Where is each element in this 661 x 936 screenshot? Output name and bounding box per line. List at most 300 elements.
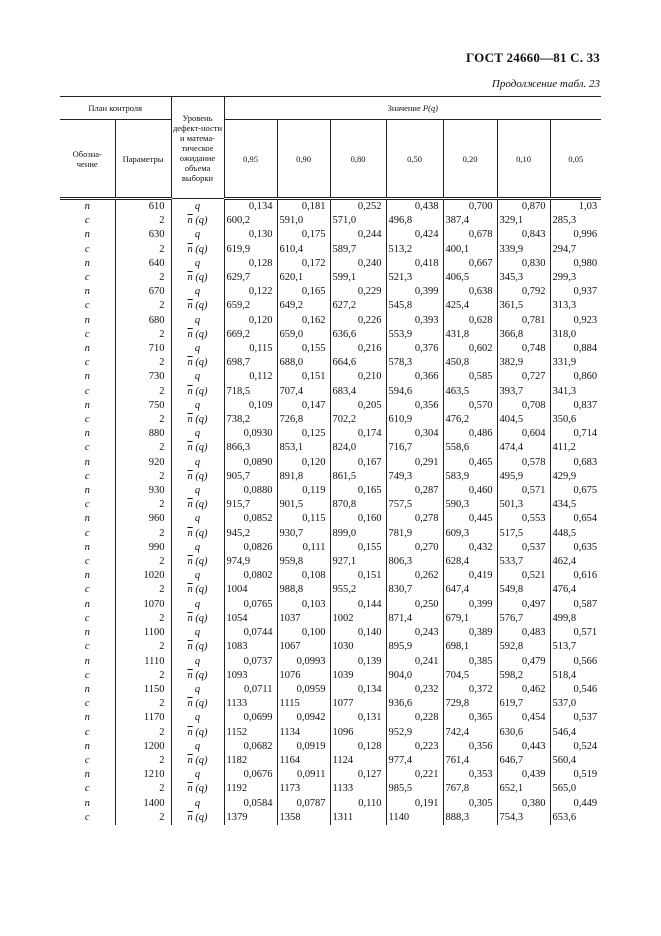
row-value-0: 0,0880 <box>224 484 277 498</box>
row-level: q <box>171 342 224 356</box>
row-designation: c <box>84 414 90 426</box>
table-row <box>60 683 601 697</box>
row-value-3: 977,4 <box>386 754 443 768</box>
row-value-2: 571,0 <box>330 214 386 228</box>
row-value-1: 0,120 <box>277 456 330 470</box>
row-parameter: 1150 <box>115 683 171 697</box>
row-designation: n <box>84 570 90 582</box>
table-row <box>60 612 601 626</box>
row-value-5: 646,7 <box>497 754 550 768</box>
row-value-5: 0,439 <box>497 768 550 782</box>
row-value-6: 546,4 <box>550 726 601 740</box>
row-designation: n <box>84 456 90 468</box>
row-level: q <box>171 427 224 441</box>
row-value-3: 936,6 <box>386 697 443 711</box>
header-pq-2: 0,80 <box>330 120 386 199</box>
row-value-5: 495,9 <box>497 470 550 484</box>
row-value-2: 0,167 <box>330 456 386 470</box>
row-parameter: 1200 <box>115 740 171 754</box>
row-value-3: 0,228 <box>386 711 443 725</box>
row-value-1: 0,151 <box>277 370 330 384</box>
row-value-2: 0,128 <box>330 740 386 754</box>
row-value-2: 0,229 <box>330 285 386 299</box>
row-level: q <box>171 314 224 328</box>
row-value-1: 0,162 <box>277 314 330 328</box>
row-value-0: 738,2 <box>224 413 277 427</box>
table-row <box>60 512 601 526</box>
table-row <box>60 655 601 669</box>
row-value-4: 0,385 <box>443 655 497 669</box>
table-row <box>60 726 601 740</box>
row-value-6: 0,714 <box>550 427 601 441</box>
row-value-2: 1039 <box>330 669 386 683</box>
row-value-1: 0,181 <box>277 199 330 215</box>
row-value-5: 393,7 <box>497 385 550 399</box>
row-parameter: 610 <box>115 199 171 215</box>
row-value-4: 0,365 <box>443 711 497 725</box>
row-value-0: 0,0676 <box>224 768 277 782</box>
row-designation: n <box>84 428 90 440</box>
row-value-1: 0,115 <box>277 512 330 526</box>
row-parameter: 2 <box>115 243 171 257</box>
row-value-5: 404,5 <box>497 413 550 427</box>
row-value-4: 0,700 <box>443 199 497 215</box>
row-value-1: 0,125 <box>277 427 330 441</box>
row-parameter: 2 <box>115 640 171 654</box>
row-value-1: 1115 <box>277 697 330 711</box>
row-value-4: 0,486 <box>443 427 497 441</box>
row-value-3: 0,221 <box>386 768 443 782</box>
row-value-6: 0,635 <box>550 541 601 555</box>
table-row <box>60 527 601 541</box>
row-value-4: 463,5 <box>443 385 497 399</box>
header-pq-1: 0,90 <box>277 120 330 199</box>
row-value-3: 0,287 <box>386 484 443 498</box>
row-value-4: 0,638 <box>443 285 497 299</box>
row-value-1: 649,2 <box>277 299 330 313</box>
row-value-3: 1140 <box>386 811 443 825</box>
row-level: q <box>171 740 224 754</box>
row-value-3: 985,5 <box>386 782 443 796</box>
row-value-5: 754,3 <box>497 811 550 825</box>
row-value-3: 513,2 <box>386 243 443 257</box>
row-value-4: 679,1 <box>443 612 497 626</box>
row-value-3: 757,5 <box>386 498 443 512</box>
row-value-6: 0,616 <box>550 569 601 583</box>
row-value-3: 578,3 <box>386 356 443 370</box>
row-value-2: 664,6 <box>330 356 386 370</box>
row-value-1: 1358 <box>277 811 330 825</box>
row-value-2: 0,144 <box>330 598 386 612</box>
row-value-2: 0,244 <box>330 228 386 242</box>
row-value-6: 0,524 <box>550 740 601 754</box>
row-value-6: 513,7 <box>550 640 601 654</box>
row-value-6: 448,5 <box>550 527 601 541</box>
row-value-5: 517,5 <box>497 527 550 541</box>
row-parameter: 2 <box>115 726 171 740</box>
row-designation: c <box>84 328 90 340</box>
row-designation: c <box>84 641 90 653</box>
row-value-4: 0,570 <box>443 399 497 413</box>
row-value-4: 767,8 <box>443 782 497 796</box>
row-designation: c <box>84 754 90 766</box>
row-value-0: 629,7 <box>224 271 277 285</box>
row-value-3: 521,3 <box>386 271 443 285</box>
row-value-2: 1077 <box>330 697 386 711</box>
table-row <box>60 243 601 257</box>
row-value-4: 0,353 <box>443 768 497 782</box>
row-level: $\overline{n}$ (q) <box>171 328 224 342</box>
row-designation: n <box>84 712 90 724</box>
row-parameter: 680 <box>115 314 171 328</box>
row-level: q <box>171 768 224 782</box>
row-parameter: 2 <box>115 697 171 711</box>
table-row <box>60 299 601 313</box>
table-row <box>60 370 601 384</box>
table-row <box>60 640 601 654</box>
row-parameter: 1100 <box>115 626 171 640</box>
row-level: $\overline{n}$ (q) <box>171 356 224 370</box>
row-value-6: 565,0 <box>550 782 601 796</box>
table-row <box>60 356 601 370</box>
row-value-4: 400,1 <box>443 243 497 257</box>
row-value-4: 698,1 <box>443 640 497 654</box>
row-value-2: 0,252 <box>330 199 386 215</box>
row-value-3: 0,399 <box>386 285 443 299</box>
row-value-5: 0,497 <box>497 598 550 612</box>
row-value-0: 698,7 <box>224 356 277 370</box>
row-designation: c <box>84 272 90 284</box>
table-row <box>60 484 601 498</box>
table-row <box>60 441 601 455</box>
row-value-4: 583,9 <box>443 470 497 484</box>
row-value-0: 659,2 <box>224 299 277 313</box>
row-value-4: 628,4 <box>443 555 497 569</box>
header-pq-0: 0,95 <box>224 120 277 199</box>
row-value-6: 285,3 <box>550 214 601 228</box>
row-designation: c <box>84 783 90 795</box>
row-value-3: 0,304 <box>386 427 443 441</box>
table-row <box>60 228 601 242</box>
row-value-2: 955,2 <box>330 583 386 597</box>
table-row <box>60 740 601 754</box>
row-value-1: 0,175 <box>277 228 330 242</box>
row-value-5: 0,727 <box>497 370 550 384</box>
row-parameter: 880 <box>115 427 171 441</box>
row-value-4: 0,305 <box>443 797 497 811</box>
row-value-5: 0,380 <box>497 797 550 811</box>
header-pq-3: 0,50 <box>386 120 443 199</box>
row-value-6: 411,2 <box>550 441 601 455</box>
row-value-1: 591,0 <box>277 214 330 228</box>
row-value-4: 0,356 <box>443 740 497 754</box>
row-level: q <box>171 626 224 640</box>
row-designation: n <box>84 485 90 497</box>
row-value-3: 0,424 <box>386 228 443 242</box>
row-value-1: 901,5 <box>277 498 330 512</box>
row-level: $\overline{n}$ (q) <box>171 782 224 796</box>
row-value-2: 0,216 <box>330 342 386 356</box>
table-row <box>60 285 601 299</box>
row-value-1: 1067 <box>277 640 330 654</box>
table-row <box>60 427 601 441</box>
row-value-5: 630,6 <box>497 726 550 740</box>
row-value-0: 0,0699 <box>224 711 277 725</box>
row-value-0: 0,109 <box>224 399 277 413</box>
row-level: $\overline{n}$ (q) <box>171 271 224 285</box>
row-value-6: 0,860 <box>550 370 601 384</box>
row-value-0: 600,2 <box>224 214 277 228</box>
row-parameter: 2 <box>115 271 171 285</box>
row-value-1: 707,4 <box>277 385 330 399</box>
table-row <box>60 399 601 413</box>
row-value-3: 0,243 <box>386 626 443 640</box>
row-value-0: 0,0890 <box>224 456 277 470</box>
row-value-6: 476,4 <box>550 583 601 597</box>
row-value-2: 0,155 <box>330 541 386 555</box>
row-value-6: 318,0 <box>550 328 601 342</box>
row-value-2: 0,131 <box>330 711 386 725</box>
row-level: q <box>171 797 224 811</box>
row-value-3: 716,7 <box>386 441 443 455</box>
row-parameter: 1170 <box>115 711 171 725</box>
row-level: q <box>171 484 224 498</box>
table-row <box>60 768 601 782</box>
row-value-0: 0,0852 <box>224 512 277 526</box>
row-value-5: 0,604 <box>497 427 550 441</box>
row-level: q <box>171 512 224 526</box>
row-value-3: 749,3 <box>386 470 443 484</box>
row-designation: c <box>84 442 90 454</box>
header-level: Уровень дефект-ности и матема-тическое ожидание объема выборки <box>171 97 224 199</box>
row-value-3: 594,6 <box>386 385 443 399</box>
row-value-0: 0,0802 <box>224 569 277 583</box>
row-value-0: 0,128 <box>224 257 277 271</box>
row-value-5: 0,781 <box>497 314 550 328</box>
header-designation: Обозна- чение <box>60 120 115 199</box>
table-row <box>60 626 601 640</box>
row-value-1: 659,0 <box>277 328 330 342</box>
row-value-3: 0,241 <box>386 655 443 669</box>
table-continuation-caption: Продолжение табл. 23 <box>491 78 600 90</box>
row-value-5: 598,2 <box>497 669 550 683</box>
row-value-2: 683,4 <box>330 385 386 399</box>
row-value-3: 0,232 <box>386 683 443 697</box>
row-parameter: 960 <box>115 512 171 526</box>
row-value-2: 627,2 <box>330 299 386 313</box>
row-value-3: 952,9 <box>386 726 443 740</box>
row-parameter: 2 <box>115 498 171 512</box>
row-value-1: 0,0919 <box>277 740 330 754</box>
row-value-1: 988,8 <box>277 583 330 597</box>
row-value-1: 0,103 <box>277 598 330 612</box>
row-value-2: 0,240 <box>330 257 386 271</box>
row-value-3: 871,4 <box>386 612 443 626</box>
row-value-1: 0,111 <box>277 541 330 555</box>
row-value-0: 0,0765 <box>224 598 277 612</box>
row-value-0: 0,130 <box>224 228 277 242</box>
row-value-6: 434,5 <box>550 498 601 512</box>
table-header <box>60 97 601 199</box>
row-value-3: 0,270 <box>386 541 443 555</box>
row-designation: n <box>84 229 90 241</box>
table-row <box>60 583 601 597</box>
row-level: $\overline{n}$ (q) <box>171 527 224 541</box>
row-value-2: 0,139 <box>330 655 386 669</box>
row-level: $\overline{n}$ (q) <box>171 640 224 654</box>
row-value-2: 636,6 <box>330 328 386 342</box>
row-value-5: 0,443 <box>497 740 550 754</box>
row-value-0: 1379 <box>224 811 277 825</box>
row-value-5: 652,1 <box>497 782 550 796</box>
row-value-0: 0,0682 <box>224 740 277 754</box>
row-value-0: 915,7 <box>224 498 277 512</box>
row-value-0: 0,115 <box>224 342 277 356</box>
row-parameter: 2 <box>115 669 171 683</box>
row-value-4: 0,602 <box>443 342 497 356</box>
row-value-2: 870,8 <box>330 498 386 512</box>
row-designation: c <box>84 499 90 511</box>
row-value-4: 761,4 <box>443 754 497 768</box>
row-designation: n <box>84 399 90 411</box>
row-value-6: 341,3 <box>550 385 601 399</box>
row-value-0: 0,112 <box>224 370 277 384</box>
row-parameter: 2 <box>115 470 171 484</box>
row-parameter: 930 <box>115 484 171 498</box>
row-parameter: 2 <box>115 527 171 541</box>
row-designation: n <box>84 598 90 610</box>
row-value-5: 366,8 <box>497 328 550 342</box>
row-value-2: 0,127 <box>330 768 386 782</box>
row-value-4: 0,460 <box>443 484 497 498</box>
row-value-0: 1093 <box>224 669 277 683</box>
row-value-3: 0,191 <box>386 797 443 811</box>
row-value-3: 806,3 <box>386 555 443 569</box>
row-value-2: 0,110 <box>330 797 386 811</box>
row-value-5: 576,7 <box>497 612 550 626</box>
row-value-2: 0,151 <box>330 569 386 583</box>
row-value-5: 0,708 <box>497 399 550 413</box>
row-value-1: 1173 <box>277 782 330 796</box>
row-value-6: 0,996 <box>550 228 601 242</box>
row-level: $\overline{n}$ (q) <box>171 726 224 740</box>
row-level: $\overline{n}$ (q) <box>171 413 224 427</box>
row-value-4: 450,8 <box>443 356 497 370</box>
row-level: $\overline{n}$ (q) <box>171 299 224 313</box>
row-level: $\overline{n}$ (q) <box>171 811 224 825</box>
row-value-4: 742,4 <box>443 726 497 740</box>
table-row <box>60 199 601 215</box>
row-designation: n <box>84 683 90 695</box>
row-value-6: 0,683 <box>550 456 601 470</box>
row-value-2: 1133 <box>330 782 386 796</box>
row-value-4: 425,4 <box>443 299 497 313</box>
table-row <box>60 498 601 512</box>
row-value-2: 0,210 <box>330 370 386 384</box>
row-level: q <box>171 655 224 669</box>
row-parameter: 1400 <box>115 797 171 811</box>
row-value-0: 1192 <box>224 782 277 796</box>
row-value-4: 0,465 <box>443 456 497 470</box>
row-level: q <box>171 683 224 697</box>
row-value-4: 609,3 <box>443 527 497 541</box>
row-level: $\overline{n}$ (q) <box>171 441 224 455</box>
row-value-6: 462,4 <box>550 555 601 569</box>
row-value-5: 533,7 <box>497 555 550 569</box>
table-row <box>60 470 601 484</box>
row-value-2: 861,5 <box>330 470 386 484</box>
row-level: q <box>171 569 224 583</box>
row-level: q <box>171 711 224 725</box>
row-level: $\overline{n}$ (q) <box>171 612 224 626</box>
row-value-5: 474,4 <box>497 441 550 455</box>
row-level: q <box>171 199 224 215</box>
header-pq-6: 0,05 <box>550 120 601 199</box>
row-parameter: 2 <box>115 441 171 455</box>
row-value-2: 1002 <box>330 612 386 626</box>
table-row <box>60 797 601 811</box>
row-value-5: 501,3 <box>497 498 550 512</box>
row-value-4: 0,399 <box>443 598 497 612</box>
row-value-6: 560,4 <box>550 754 601 768</box>
table-row <box>60 456 601 470</box>
row-level: q <box>171 257 224 271</box>
row-value-4: 0,372 <box>443 683 497 697</box>
row-value-6: 331,9 <box>550 356 601 370</box>
row-value-6: 518,4 <box>550 669 601 683</box>
row-value-1: 0,108 <box>277 569 330 583</box>
row-value-1: 0,0942 <box>277 711 330 725</box>
row-value-6: 313,3 <box>550 299 601 313</box>
row-value-2: 0,174 <box>330 427 386 441</box>
row-value-1: 0,155 <box>277 342 330 356</box>
row-value-1: 0,119 <box>277 484 330 498</box>
row-value-2: 0,134 <box>330 683 386 697</box>
row-value-5: 0,792 <box>497 285 550 299</box>
row-value-4: 0,419 <box>443 569 497 583</box>
row-value-3: 0,223 <box>386 740 443 754</box>
row-value-1: 853,1 <box>277 441 330 455</box>
row-value-5: 0,843 <box>497 228 550 242</box>
row-designation: n <box>84 343 90 355</box>
row-parameter: 630 <box>115 228 171 242</box>
row-designation: n <box>84 314 90 326</box>
row-value-6: 0,587 <box>550 598 601 612</box>
row-designation: n <box>84 257 90 269</box>
row-designation: c <box>84 669 90 681</box>
row-value-3: 545,8 <box>386 299 443 313</box>
row-value-1: 0,0959 <box>277 683 330 697</box>
row-value-1: 930,7 <box>277 527 330 541</box>
row-value-6: 0,980 <box>550 257 601 271</box>
row-parameter: 920 <box>115 456 171 470</box>
row-value-2: 702,2 <box>330 413 386 427</box>
row-value-5: 0,748 <box>497 342 550 356</box>
row-value-4: 0,445 <box>443 512 497 526</box>
row-value-5: 0,462 <box>497 683 550 697</box>
row-value-5: 0,479 <box>497 655 550 669</box>
row-value-6: 0,566 <box>550 655 601 669</box>
row-designation: c <box>84 698 90 710</box>
table-row <box>60 811 601 825</box>
row-parameter: 1070 <box>115 598 171 612</box>
row-value-5: 329,1 <box>497 214 550 228</box>
row-value-4: 729,8 <box>443 697 497 711</box>
row-value-4: 0,628 <box>443 314 497 328</box>
row-value-5: 0,537 <box>497 541 550 555</box>
row-value-6: 653,6 <box>550 811 601 825</box>
row-value-0: 0,0826 <box>224 541 277 555</box>
